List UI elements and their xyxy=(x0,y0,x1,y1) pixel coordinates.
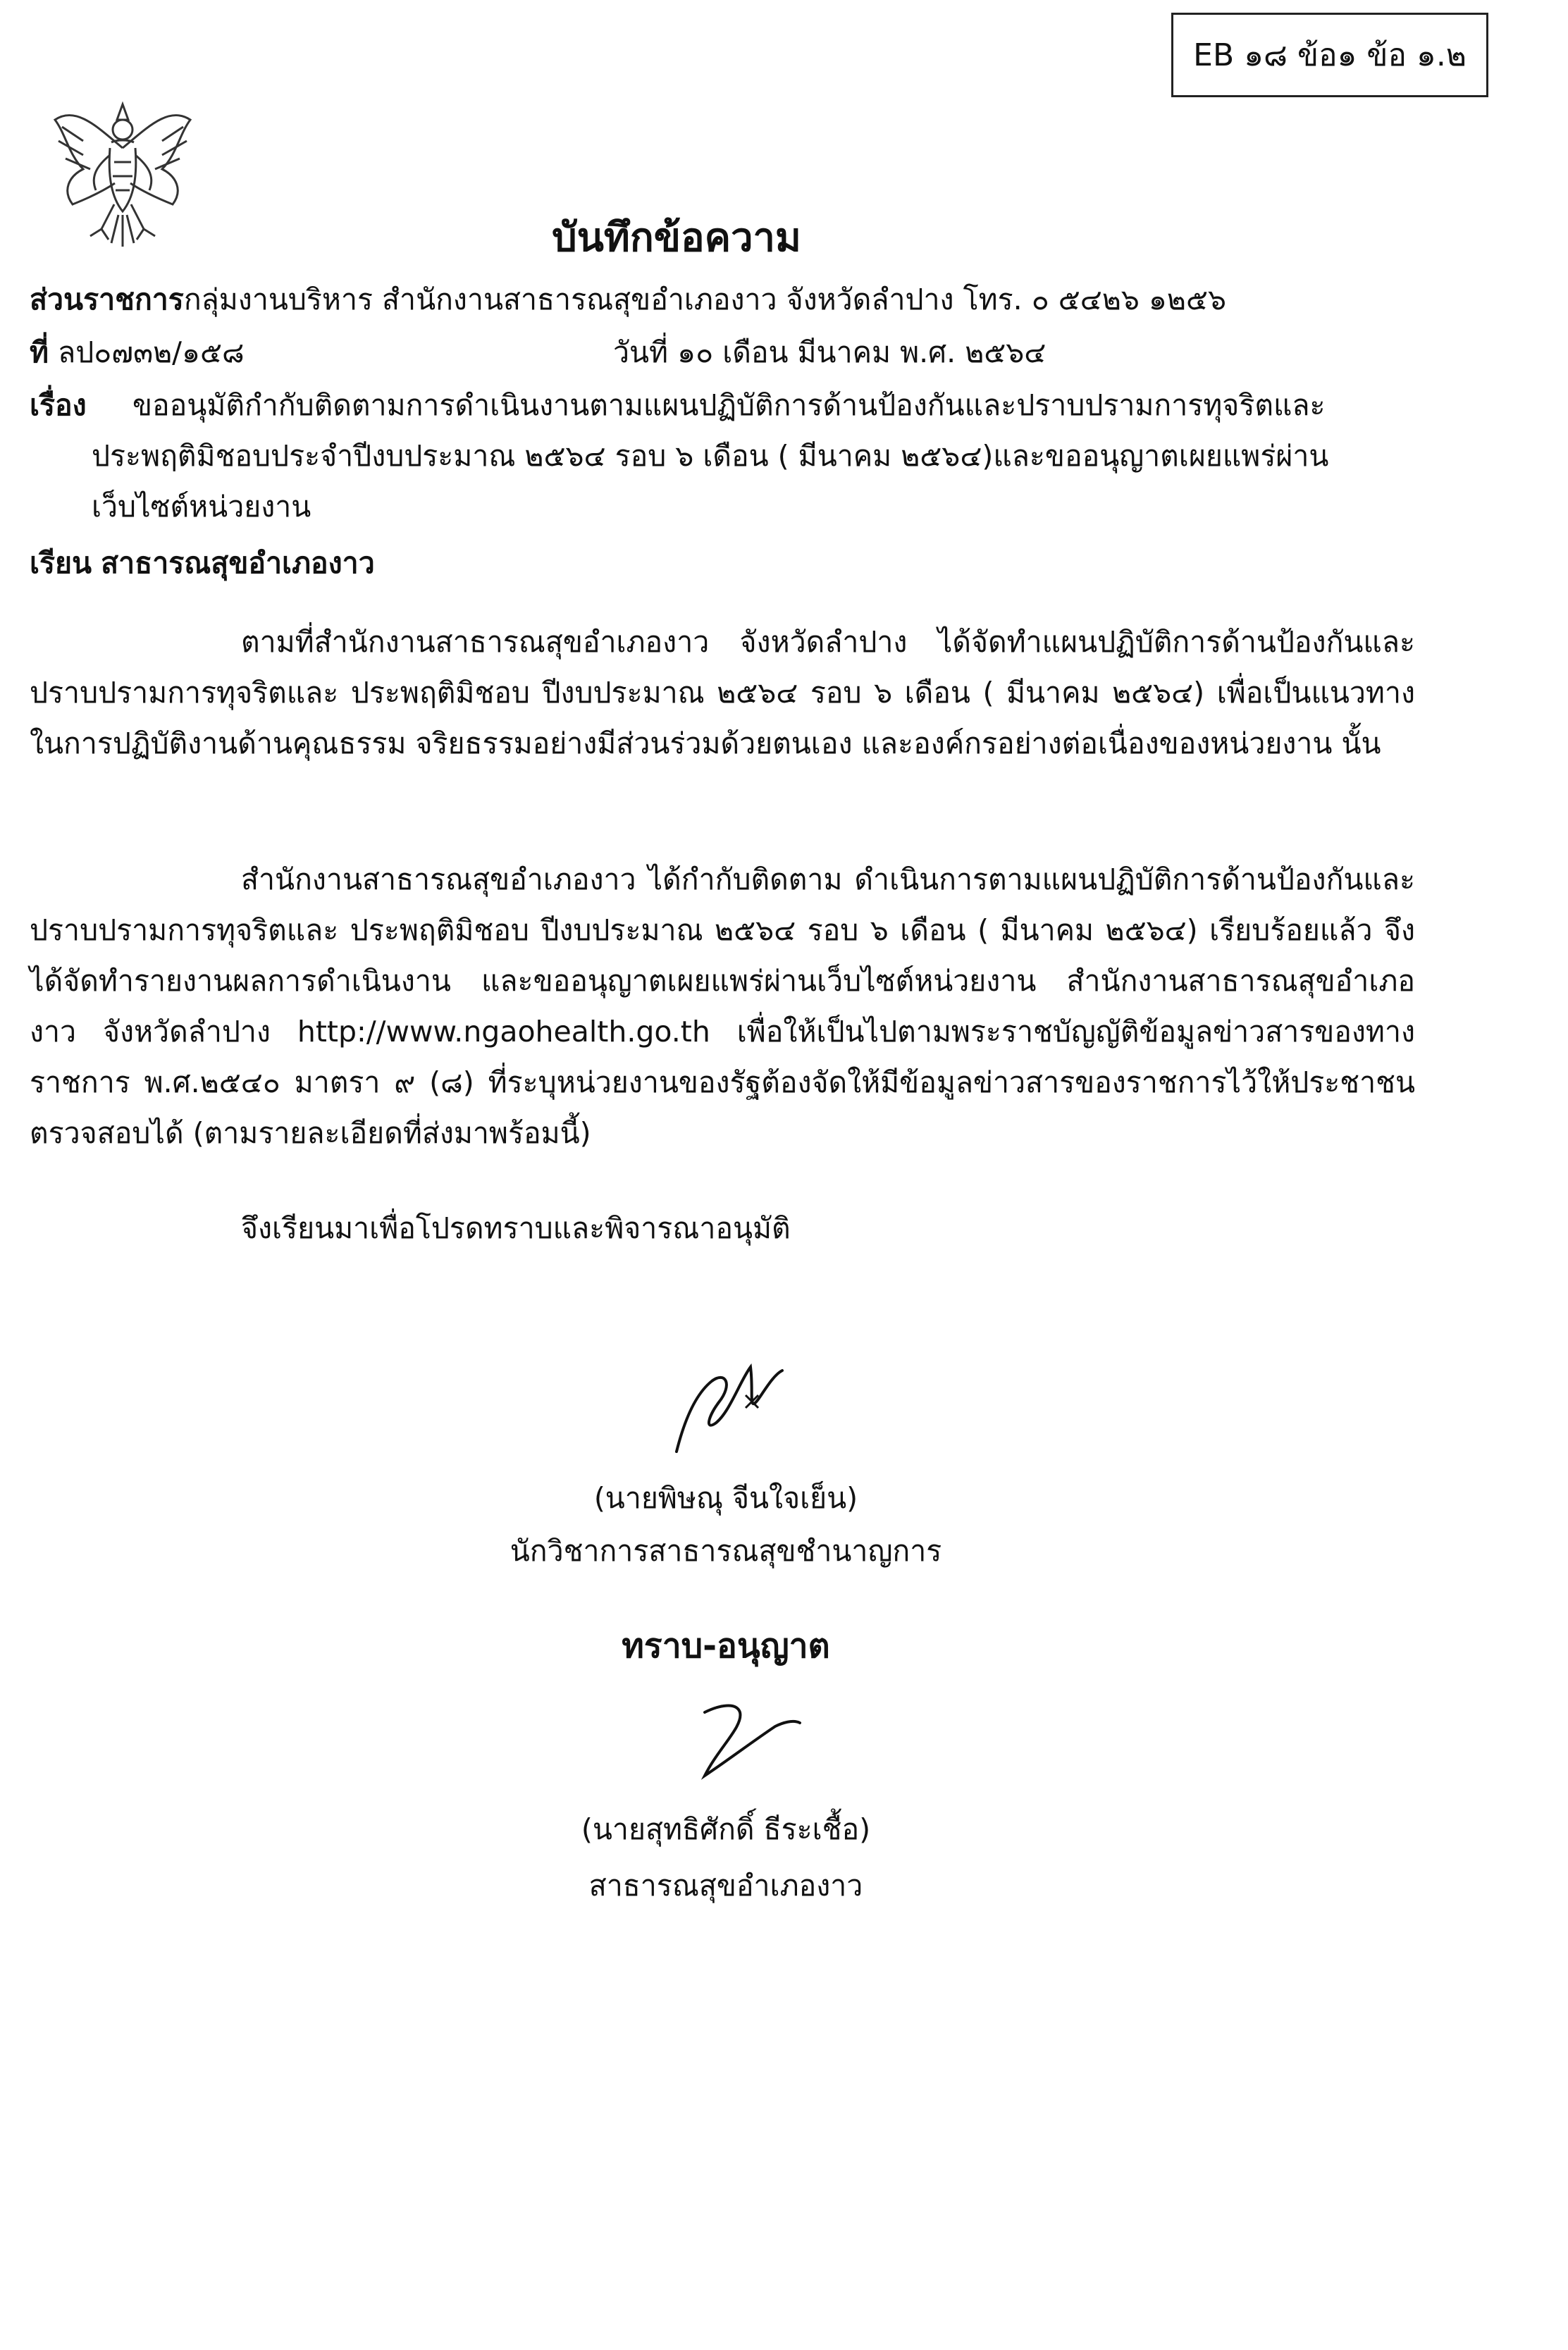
ref-value: ลป๐๗๓๒/๑๕๘ xyxy=(58,335,245,369)
approval-text: ทราบ-อนุญาต xyxy=(622,1626,830,1666)
to-line xyxy=(30,538,375,588)
to-label: เรียน xyxy=(30,546,92,580)
to-value: สาธารณสุขอำเภองาว xyxy=(101,546,375,580)
signature-2-icon xyxy=(677,1691,803,1797)
department-line xyxy=(30,275,1226,324)
signer-1-name: (นายพิษณุ จีนใจเย็น) xyxy=(593,1481,858,1515)
body-paragraph-2: สำนักงานสาธารณสุขอำเภองาว ได้กำกับติดตาม ดำเนินการตามแผนปฏิบัติการด้านป้องกันและปราบปรามการทุจริตและ ประพฤติมิชอบ ปีงบประมาณ ๒๕๖๔ รอบ ๖ เดือน ( มีนาคม ๒๕๖๔) เรียบร้อยแล้ว จึงได้จัดทำรายงานผลการดำเนินงาน และขออนุญาตเผยแพร่ผ่านเว็บไซต์หน่วยงาน สำนักงานสาธารณสุขอำเภองาว จังหวัดลำปาง http://www.ngaohealth.go.th เพื่อให้เป็นไปตามพระราชบัญญัติข้อมูลข่าวสารของทางราชการ พ.ศ.๒๕๔๐ มาตรา ๙ (๘) ที่ระบุหน่วยงานของรัฐต้องจัดให้มีข้อมูลข่าวสารของราชการไว้ให้ประชาชนตรวจสอบได้ (ตามรายละเอียดที่ส่งมาพร้อมนี้) xyxy=(30,862,1415,1150)
subject-line-3: เว็บไซต์หน่วยงาน xyxy=(92,490,311,524)
date-text: วันที่ ๑๐ เดือน มีนาคม พ.ศ. ๒๕๖๔ xyxy=(613,335,1047,369)
reference-text: EB ๑๘ ข้อ๑ ข้อ ๑.๒ xyxy=(1193,37,1467,73)
ref-label: ที่ xyxy=(30,335,49,369)
subject-label: เรื่อง xyxy=(30,388,87,422)
signer-1-position: นักวิชาการสาธารณสุขชำนาญการ xyxy=(510,1534,942,1568)
closing-sentence: จึงเรียนมาเพื่อโปรดทราบและพิจารณาอนุมัติ xyxy=(241,1211,791,1245)
signature-1-icon xyxy=(662,1353,789,1459)
department-label: ส่วนราชการ xyxy=(30,283,184,316)
reference-box xyxy=(1171,13,1488,97)
signer-2-name: (นายสุทธิศักดิ์ ธีระเชื้อ) xyxy=(581,1812,871,1846)
ref-line xyxy=(30,328,245,377)
signer-2-position: สาธารณสุขอำเภองาว xyxy=(588,1869,863,1903)
body-paragraph-1: ตามที่สำนักงานสาธารณสุขอำเภองาว จังหวัดลำปาง ได้จัดทำแผนปฏิบัติการด้านป้องกันและปราบปรามการทุจริตและ ประพฤติมิชอบ ปีงบประมาณ ๒๕๖๔ รอบ ๖ เดือน ( มีนาคม ๒๕๖๔) เพื่อเป็นแนวทางในการปฏิบัติงานด้านคุณธรรม จริยธรรมอย่างมีส่วนร่วมด้วยตนเอง และองค์กรอย่างต่อเนื่องของหน่วยงาน นั้น xyxy=(30,625,1415,760)
subject-label-line xyxy=(30,381,87,430)
department-value: กลุ่มงานบริหาร สำนักงานสาธารณสุขอำเภองาว จังหวัดลำปาง โทร. ๐ ๕๔๒๖ ๑๒๕๖ xyxy=(183,283,1227,316)
subject-line-2: ประพฤติมิชอบประจำปีงบประมาณ ๒๕๖๔ รอบ ๖ เดือน ( มีนาคม ๒๕๖๔)และขออนุญาตเผยแพร่ผ่าน xyxy=(92,439,1329,473)
subject-line-1: ขออนุมัติกำกับติดตามการดำเนินงานตามแผนปฏิบัติการด้านป้องกันและปราบปรามการทุจริตและ xyxy=(132,388,1326,422)
document-title: บันทึกข้อความ xyxy=(552,215,801,261)
